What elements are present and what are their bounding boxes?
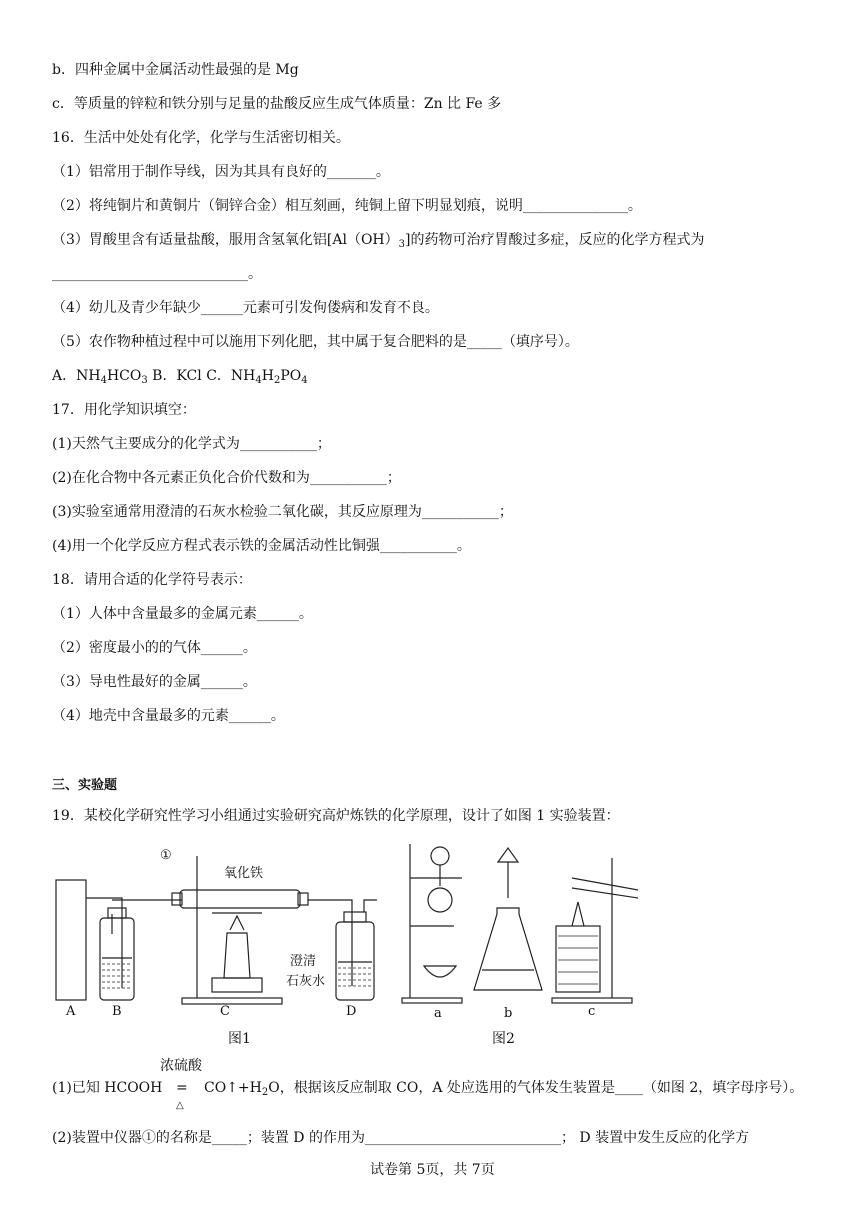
q18-part2: （2）密度最小的的气体______。 bbox=[52, 640, 257, 656]
q17-part1: (1)天然气主要成分的化学式为___________； bbox=[52, 436, 331, 452]
subscript: 3 bbox=[141, 375, 148, 386]
q17-part2: (2)在化合物中各元素正负化合价代数和为___________； bbox=[52, 470, 401, 486]
q16-part4: （4）幼儿及青少年缺少______元素可引发佝偻病和发育不良。 bbox=[52, 300, 439, 316]
q19-part2: (2)装置中仪器①的名称是_____；装置 D 的作用为____________________________； D 装置中发生反应的化学方 bbox=[52, 1130, 750, 1146]
q16-options bbox=[52, 366, 308, 391]
question-17: 17．用化学知识填空： bbox=[52, 402, 196, 418]
figure-2-caption: 图2 bbox=[492, 1031, 515, 1047]
option-b: b．四种金属中金属活动性最强的是 Mg bbox=[52, 62, 299, 78]
label-iron-oxide: 氧化铁 bbox=[224, 866, 264, 881]
label-limewater-2: 石灰水 bbox=[286, 974, 326, 989]
option-c: c．等质量的锌粒和铁分别与足量的盐酸反应生成气体质量：Zn 比 Fe 多 bbox=[52, 96, 502, 112]
q19-part1-a: (1)已知 HCOOH bbox=[52, 1080, 163, 1096]
opt-text: A．NH bbox=[52, 368, 101, 384]
equals-sign: = bbox=[176, 1080, 188, 1096]
label-c: c bbox=[588, 1004, 596, 1019]
q18-part4: （4）地壳中含量最多的元素______。 bbox=[52, 708, 285, 724]
q16-part3 bbox=[52, 230, 705, 255]
figure-1-caption: 图1 bbox=[228, 1031, 251, 1047]
label-C: C bbox=[220, 1004, 230, 1019]
q18-part3: （3）导电性最好的金属______。 bbox=[52, 674, 257, 690]
label-instrument-1: ① bbox=[160, 848, 172, 863]
q17-part3: (3)实验室通常用澄清的石灰水检验二氧化碳，其反应原理为___________； bbox=[52, 504, 513, 520]
q16-part3-blank: ____________________________。 bbox=[52, 266, 262, 282]
eq-text: CO↑+H bbox=[204, 1080, 262, 1096]
q16-part5: （5）农作物种植过程中可以施用下列化肥，其中属于复合肥料的是_____（填序号）。 bbox=[52, 334, 579, 350]
subscript: 3 bbox=[398, 239, 406, 250]
subscript: 2 bbox=[273, 375, 281, 386]
subscript: 2 bbox=[261, 1087, 269, 1098]
label-B: B bbox=[112, 1004, 122, 1019]
subscript: 4 bbox=[100, 375, 107, 386]
eq-text2: O，根据该反应制取 CO，A 处应选用的气体发生装置是____（如图 2，填字母序号）。 bbox=[268, 1080, 804, 1096]
question-19: 19．某校化学研究性学习小组通过实验研究高炉炼铁的化学原理，设计了如图 1 实验装置： bbox=[52, 808, 620, 824]
label-a: a bbox=[434, 1006, 442, 1021]
q16-part1: （1）铝常用于制作导线，因为其具有良好的_______。 bbox=[52, 164, 390, 180]
catalyst-label: 浓硫酸 bbox=[160, 1058, 202, 1074]
label-A: A bbox=[66, 1004, 76, 1019]
question-16: 16．生活中处处有化学，化学与生活密切相关。 bbox=[52, 130, 350, 146]
q16-part3-text: （3）胃酸里含有适量盐酸，服用含氢氧化铝[Al（OH） bbox=[52, 232, 399, 248]
opt-text: HCO bbox=[106, 368, 142, 384]
label-D: D bbox=[346, 1004, 357, 1019]
experiment-figure bbox=[52, 838, 652, 1048]
opt-text: PO bbox=[280, 368, 302, 384]
opt-text: H bbox=[261, 368, 274, 384]
section-heading: 三、实验题 bbox=[52, 778, 118, 793]
q17-part4: (4)用一个化学反应方程式表示铁的金属活动性比铜强___________。 bbox=[52, 538, 471, 554]
subscript: 4 bbox=[255, 375, 262, 386]
label-b: b bbox=[504, 1006, 513, 1021]
heat-symbol: △ bbox=[176, 1100, 184, 1111]
question-18: 18．请用合适的化学符号表示： bbox=[52, 572, 252, 588]
opt-text: B．KCl C．NH bbox=[147, 368, 256, 384]
page-footer: 试卷第 5页，共 7页 bbox=[370, 1162, 495, 1178]
q16-part2: （2）将纯铜片和黄铜片（铜锌合金）相互刻画，纯铜上留下明显划痕，说明_______________。 bbox=[52, 198, 642, 214]
label-limewater-1: 澄清 bbox=[290, 954, 317, 969]
q18-part1: （1）人体中含量最多的金属元素______。 bbox=[52, 606, 313, 622]
subscript: 4 bbox=[301, 375, 308, 386]
q19-part1-b bbox=[204, 1078, 803, 1103]
q16-part3-text2: ]的药物可治疗胃酸过多症，反应的化学方程式为 bbox=[405, 232, 705, 248]
